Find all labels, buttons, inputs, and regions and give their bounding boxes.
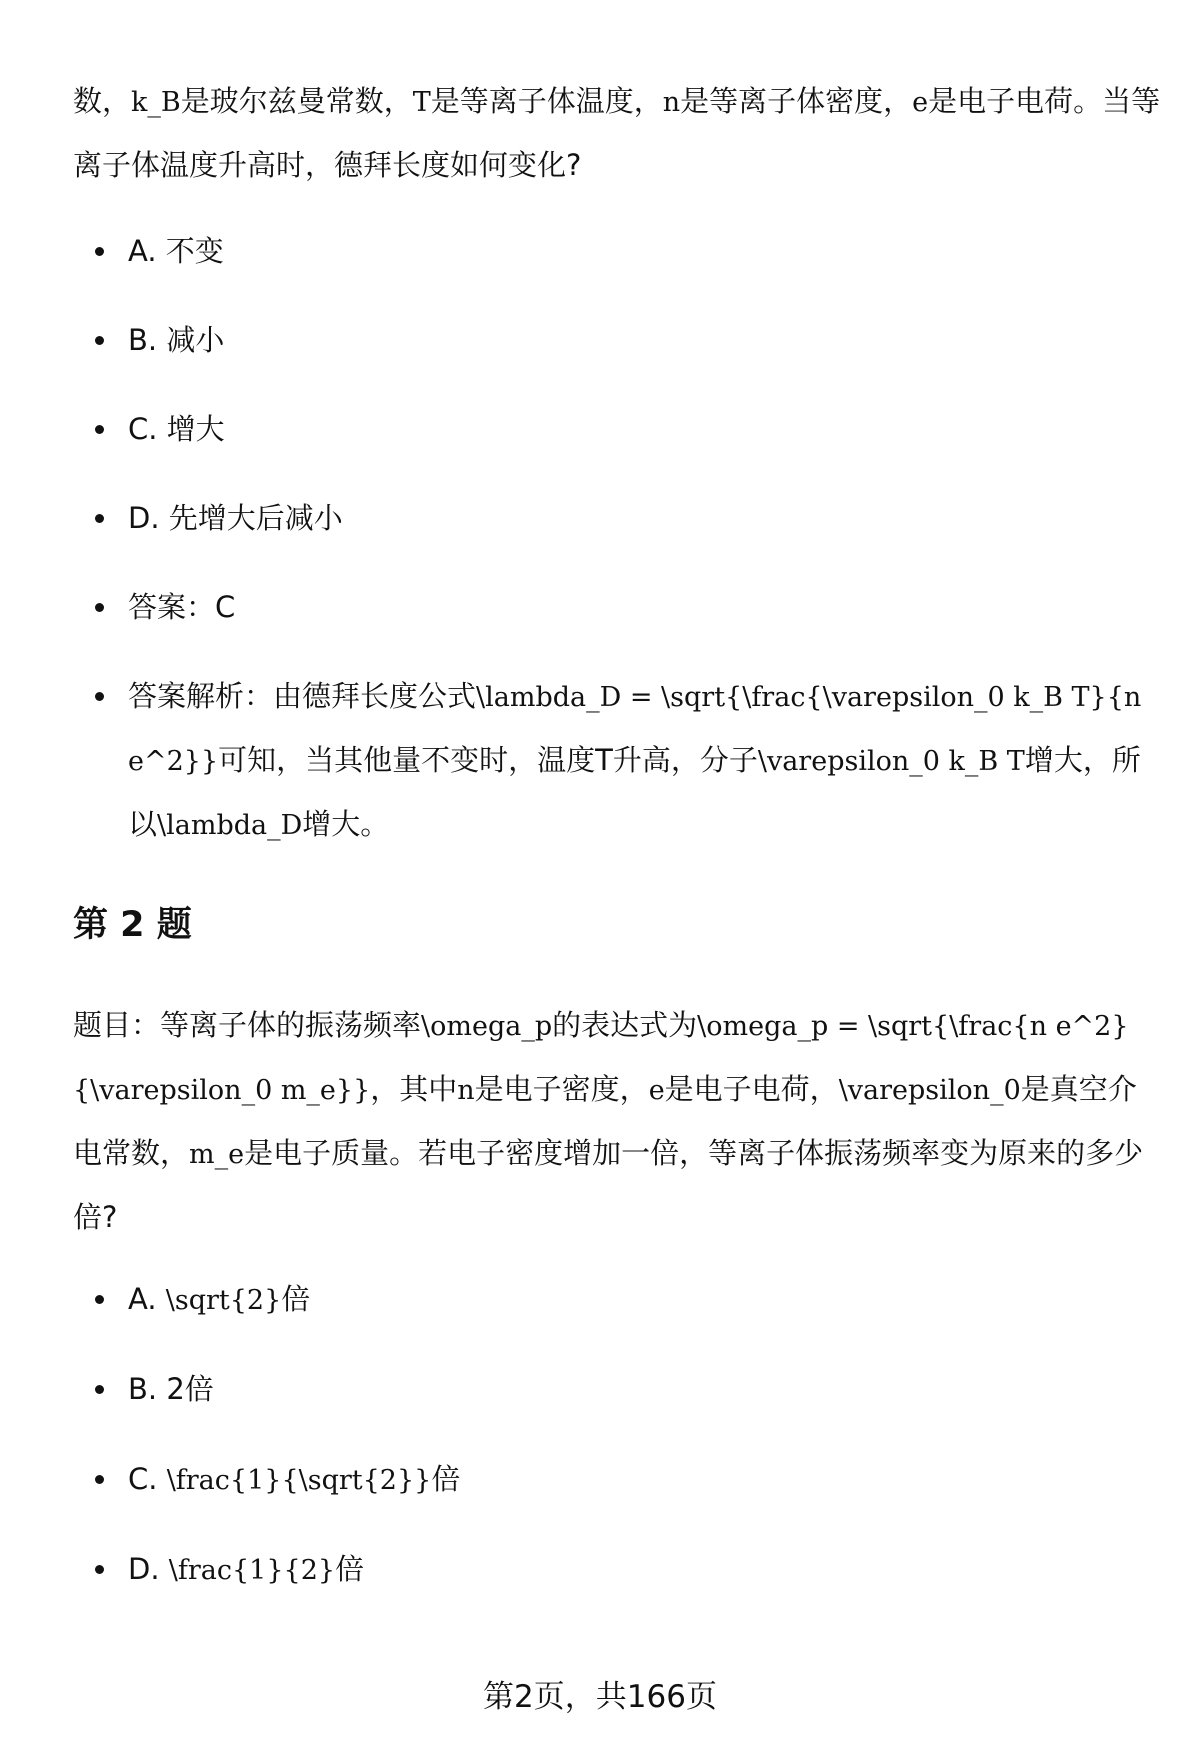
option-text: [128, 1538, 1155, 1602]
option-c: [95, 1448, 1155, 1512]
page-number-footer: 第2页，共166页: [483, 1679, 717, 1715]
explanation-segment: 增大，所以: [128, 743, 1141, 841]
bullet-icon: [95, 247, 104, 256]
answer-text: 答案：C: [128, 590, 236, 624]
math-inline: n: [662, 87, 681, 118]
explanation-segment: 答案解析：由德拜长度公式: [128, 679, 477, 713]
option-a: [95, 220, 1155, 282]
option-text: A. 不变: [128, 234, 224, 268]
option-unit: 倍: [281, 1282, 311, 1316]
math-inline: \omega_p: [421, 1011, 553, 1042]
stem-segment: 的表达式为: [552, 1008, 698, 1042]
option-text: B. 减小: [128, 323, 225, 357]
bullet-icon: [95, 1475, 104, 1484]
explanation-text: [128, 665, 1155, 857]
stem-segment: 题目：等离子体的振荡频率: [73, 1008, 422, 1042]
stem-segment: 是电子电荷，: [664, 1072, 839, 1106]
math-inline: T: [412, 87, 431, 118]
option-c: [95, 398, 1155, 460]
math-inline: k_B: [131, 87, 181, 118]
answer: [95, 576, 1155, 638]
bullet-icon: [95, 514, 104, 523]
math-inline: \lambda_D: [157, 810, 303, 841]
answer-explanation: [95, 665, 1155, 857]
math-inline: e: [912, 87, 929, 118]
stem-segment: 是等离子体温度，: [430, 84, 663, 118]
stem-segment: 是电子电荷。当等离子体温度升高时，德拜长度如何变化?: [73, 84, 1161, 182]
math-inline: \frac{1}{\sqrt{2}}: [166, 1465, 432, 1496]
option-text: B. 2倍: [128, 1372, 214, 1406]
option-label: A.: [128, 1282, 166, 1316]
option-label: C.: [128, 1462, 167, 1496]
bullet-icon: [95, 692, 104, 701]
explanation-segment: 可知，当其他量不变时，温度T升高，分子: [218, 743, 758, 777]
bullet-icon: [95, 1385, 104, 1394]
math-inline: e: [648, 1075, 665, 1106]
math-inline: m_e: [189, 1139, 245, 1170]
option-text: [128, 1448, 1155, 1512]
bullet-icon: [95, 1295, 104, 1304]
math-inline: \sqrt{2}: [165, 1285, 282, 1316]
option-b: [95, 1358, 1155, 1420]
question-2-stem: [73, 994, 1163, 1248]
stem-segment: 数，: [73, 84, 132, 118]
math-inline: \omega_p = \sqrt{\frac{n e^2}{\varepsilon_0 m_e}}: [73, 1011, 1129, 1106]
option-unit: 倍: [431, 1462, 461, 1496]
option-text: [128, 1268, 1155, 1332]
explanation-segment: 增大。: [302, 807, 390, 841]
bullet-icon: [95, 1565, 104, 1574]
option-label: D.: [128, 1552, 169, 1586]
bullet-icon: [95, 425, 104, 434]
bullet-icon: [95, 603, 104, 612]
math-inline: \varepsilon_0 k_B T: [757, 746, 1025, 777]
math-inline: \lambda_D = \sqrt{\frac{\varepsilon_0 k_B T}{n e^2}}: [128, 682, 1142, 777]
math-inline: \frac{1}{2}: [168, 1555, 336, 1586]
math-inline: n: [457, 1075, 475, 1106]
stem-segment: 是电子质量。若电子密度增加一倍，等离子体振荡频率变为原来的多少倍?: [73, 1136, 1144, 1234]
option-d: [95, 487, 1155, 549]
bullet-icon: [95, 336, 104, 345]
option-unit: 倍: [335, 1552, 365, 1586]
math-inline: \varepsilon_0: [838, 1075, 1021, 1106]
stem-segment: ，其中: [370, 1072, 458, 1106]
stem-segment: 是玻尔兹曼常数，: [180, 84, 413, 118]
stem-segment: 是电子密度，: [474, 1072, 649, 1106]
option-d: [95, 1538, 1155, 1602]
stem-segment: 是等离子体密度，: [680, 84, 913, 118]
question-2-heading: 第 2 题: [73, 905, 192, 945]
option-a: [95, 1268, 1155, 1332]
option-text: D. 先增大后减小: [128, 501, 343, 535]
option-b: [95, 309, 1155, 371]
option-text: C. 增大: [128, 412, 225, 446]
stem-segment: 是真空介电常数，: [73, 1072, 1137, 1170]
question-1-stem: [73, 70, 1163, 196]
